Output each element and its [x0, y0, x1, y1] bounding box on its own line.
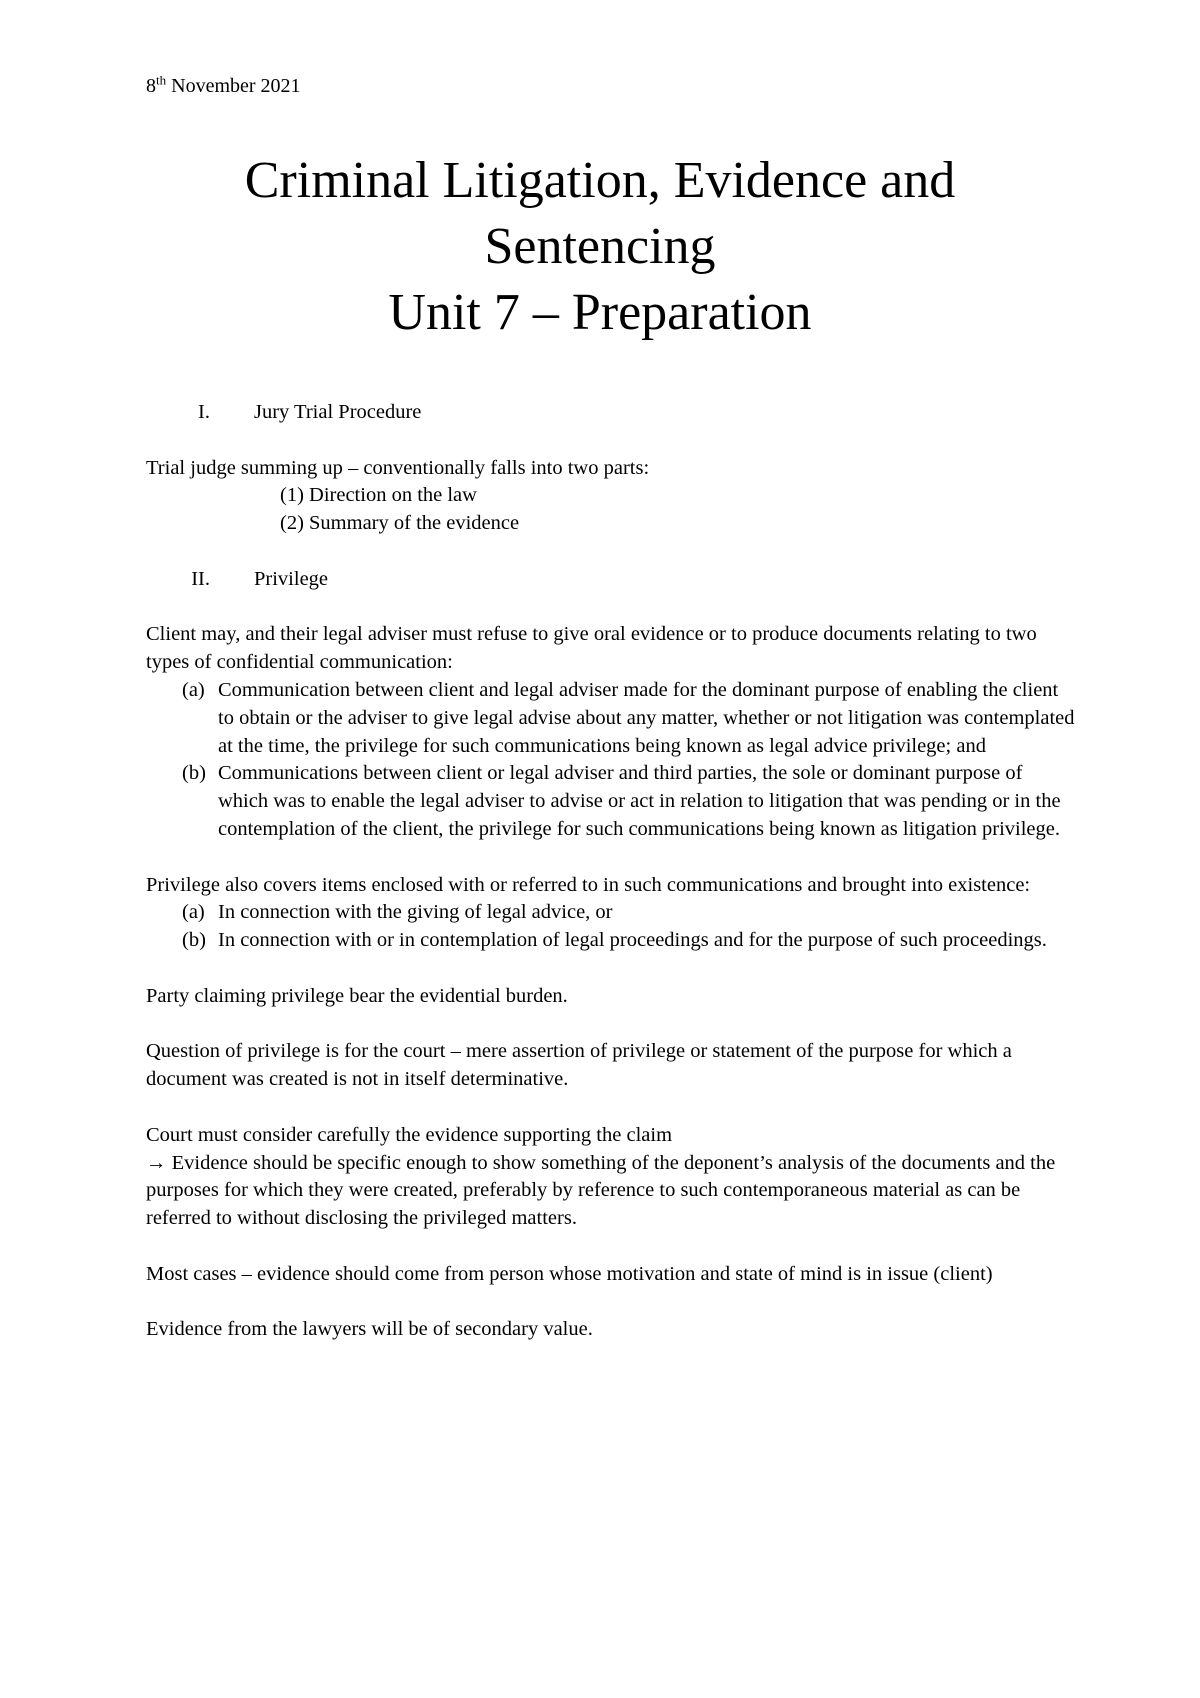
list-item-label: (b): [182, 762, 206, 785]
date-day: 8: [146, 75, 156, 97]
section-number-2: II.: [191, 567, 210, 590]
list-item-label: (b): [182, 929, 206, 952]
title-line-2: Sentencing: [484, 218, 716, 275]
document-title: [0, 148, 1200, 346]
section-title-2: Privilege: [254, 567, 329, 590]
document-body: [146, 399, 1076, 1344]
privilege-paragraph-3: Party claiming privilege bear the evidential burden.: [146, 984, 568, 1007]
confidential-communication-list: [146, 677, 1076, 844]
list-item-text: In connection with or in contemplation of legal proceedings and for the purpose of such proceedings.: [218, 929, 1047, 952]
list-item-text: Communications between client or legal adviser and third parties, the sole or dominant purpose of which was to enable the legal adviser to advise or act in relation to litigation that was pending or in the contemplation of the client, the privilege for such communications being known as litigation privilege.: [218, 762, 1061, 840]
privilege-paragraph-1: Client may, and their legal adviser must refuse to give oral evidence or to produce documents relating to two types of confidential communication:: [146, 623, 1037, 674]
privilege-paragraph-4: Question of privilege is for the court – mere assertion of privilege or statement of the purpose for which a document was created is not in itself determinative.: [146, 1040, 1012, 1091]
privilege-paragraph-2: Privilege also covers items enclosed with or referred to in such communications and brought into existence:: [146, 873, 1031, 896]
title-line-3: Unit 7 – Preparation: [388, 284, 812, 341]
section-heading-1: [146, 399, 1076, 427]
list-item: (1) Direction on the law: [280, 484, 477, 507]
privilege-paragraph-6: Most cases – evidence should come from person whose motivation and state of mind is in issue (client): [146, 1262, 993, 1285]
list-item: [146, 899, 1076, 927]
list-item: [146, 927, 1076, 955]
enclosed-items-list: [146, 899, 1076, 955]
summing-up-intro: Trial judge summing up – conventionally falls into two parts:: [146, 456, 650, 479]
list-item: (2) Summary of the evidence: [280, 512, 520, 535]
list-item-label: (a): [182, 901, 205, 924]
list-item-text: Communication between client and legal adviser made for the dominant purpose of enabling the client to obtain or the adviser to give legal advise about any matter, whether or not litigation was contemplated at the time, the privilege for such communications being known as legal advice privilege; and: [218, 678, 1075, 757]
privilege-paragraph-7: Evidence from the lawyers will be of secondary value.: [146, 1318, 593, 1341]
date-rest: November 2021: [166, 75, 301, 97]
section-title-1: Jury Trial Procedure: [254, 401, 422, 423]
section-heading-2: [146, 566, 1076, 594]
list-item-text: In connection with the giving of legal advice, or: [218, 901, 613, 924]
section-number-1: I.: [198, 401, 210, 423]
summing-up-list: [146, 482, 1076, 538]
document-date: [146, 72, 301, 100]
list-item-label: (a): [182, 678, 205, 701]
date-suffix: th: [156, 72, 167, 88]
privilege-paragraph-5-line-1: Court must consider carefully the evidence supporting the claim: [146, 1123, 673, 1146]
privilege-paragraph-5-line-2: → Evidence should be specific enough to show something of the deponent’s analysis of the documents and the purposes for which they were created, preferably by reference to such contemporaneous material as can be referred to without disclosing the privileged matters.: [146, 1151, 1056, 1230]
title-line-1: Criminal Litigation, Evidence and: [244, 152, 956, 209]
list-item: [146, 760, 1076, 843]
list-item: [146, 677, 1076, 760]
